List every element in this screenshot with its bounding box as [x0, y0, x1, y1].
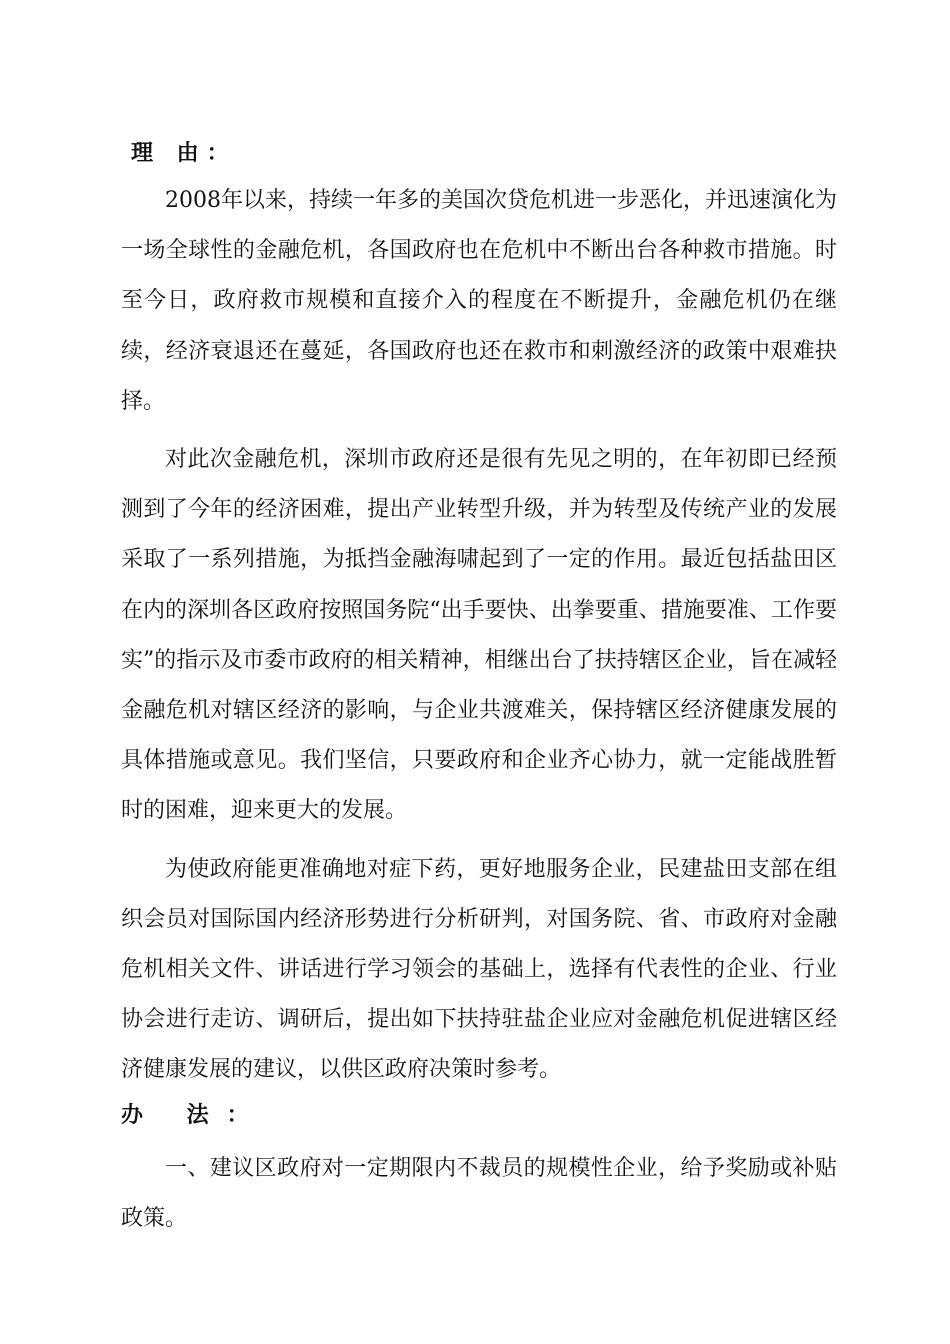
- reason-paragraph-3: 为使政府能更准确地对症下药，更好地服务企业，民建盐田支部在组织会员对国际国内经济形势进行分析研判，对国务院、省、市政府对金融危机相关文件、讲话进行学习领会的基础上，选择有代表性的企业、行业协会进行走访、调研后，提出如下扶持驻盐企业应对金融危机促进辖区经济健康发展的建议，以供区政府决策时参考。: [121, 856, 837, 1083]
- reason-paragraph-2: 对此次金融危机，深圳市政府还是很有先见之明的，在年初即已经预测到了今年的经济困难，提出产业转型升级，并为转型及传统产业的发展采取了一系列措施，为抵挡金融海啸起到了一定的作用。最近包括盐田区在内的深圳各区政府按照国务院“出手要快、出拳要重、措施要准、工作要实”的指示及市委市政府的相关精神，相继出台了扶持辖区企业，旨在减轻金融危机对辖区经济的影响，与企业共渡难关，保持辖区经济健康发展的具体措施或意见。我们坚信，只要政府和企业齐心协力，就一定能战胜暂时的困难，迎来更大的发展。: [121, 447, 837, 824]
- document-body: [121, 134, 837, 1244]
- reason-heading: 理 由：: [131, 140, 237, 166]
- method-paragraph-1: 一、建议区政府对一定期限内不裁员的规模性企业，给予奖励或补贴政策。: [121, 1155, 837, 1231]
- method-heading: 办 法：: [121, 1101, 267, 1128]
- reason-paragraph-1: 2008年以来，持续一年多的美国次贷危机进一步恶化，并迅速演化为一场全球性的金融危机，各国政府也在危机中不断出台各种救市措施。时至今日，政府救市规模和直接介入的程度在不断提升，金融危机仍在继续，经济衰退还在蔓延，各国政府也还在救市和刺激经济的政策中艰难抉择。: [121, 188, 837, 414]
